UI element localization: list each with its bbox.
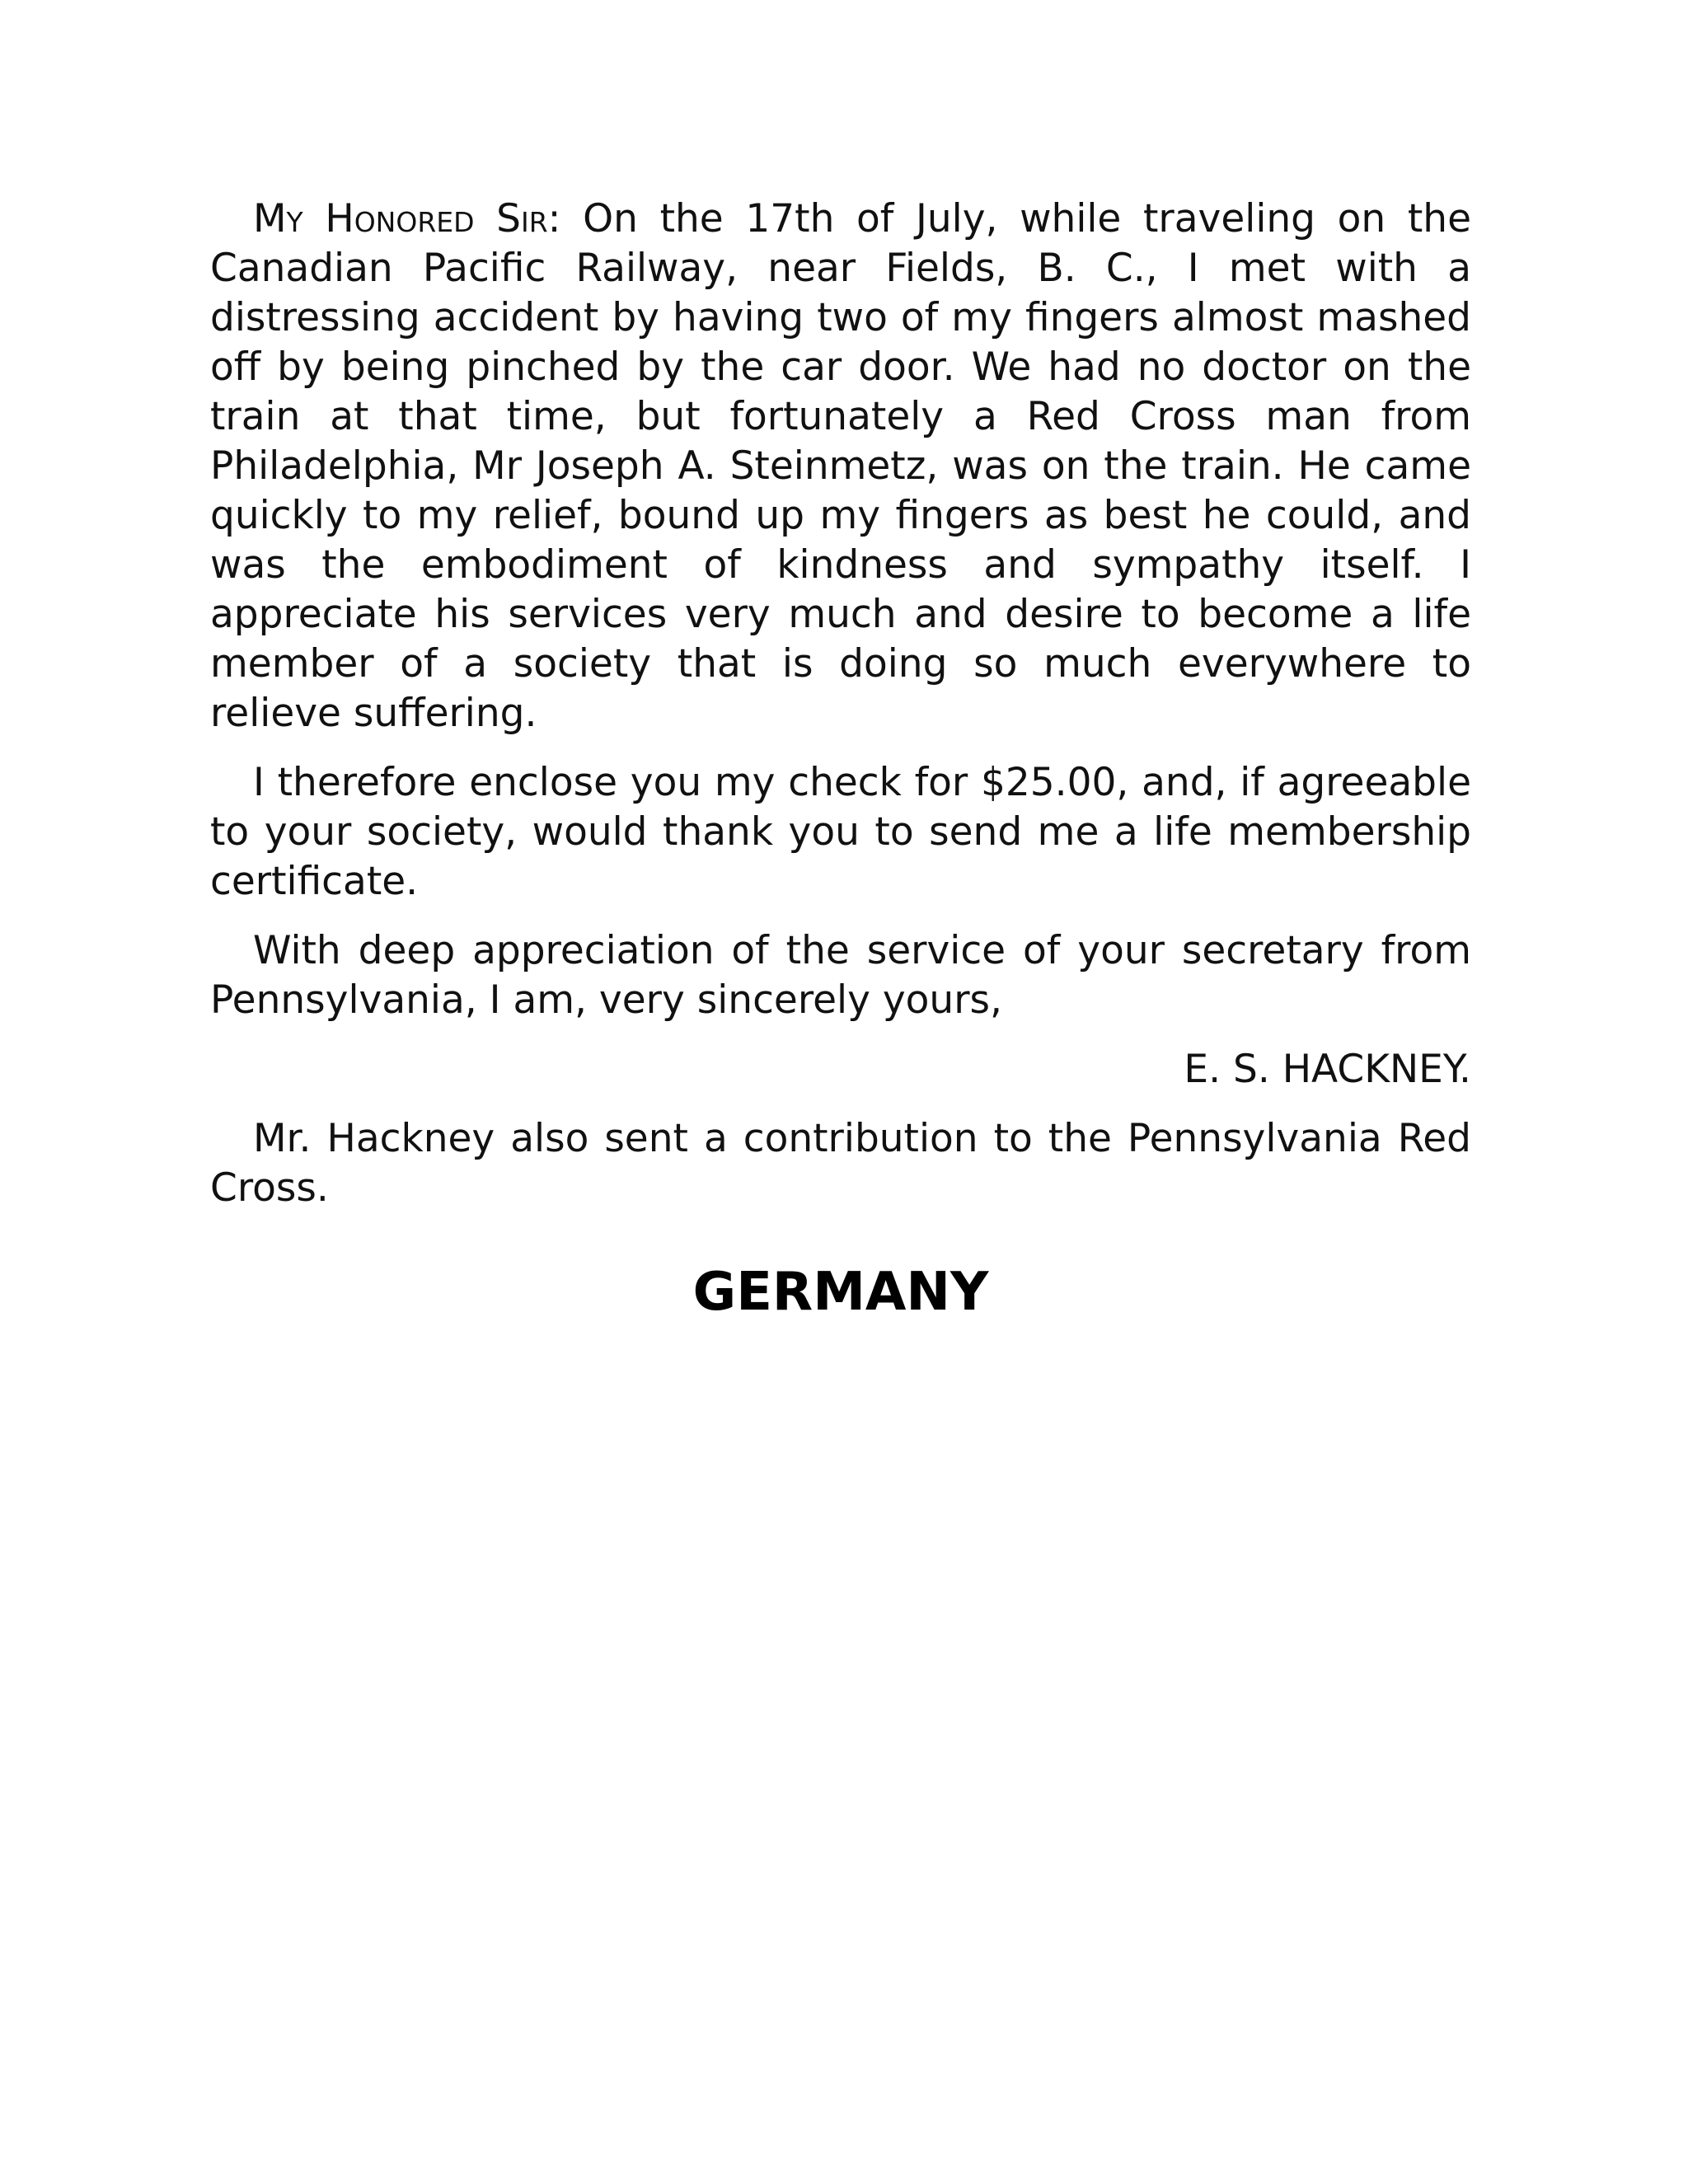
letter-paragraph-1 (210, 194, 1471, 738)
document-page (210, 194, 1471, 1325)
section-heading: GERMANY (692, 1262, 989, 1323)
letter-opening-body: : On the 17th of July, while traveling on the Canadian Pacific Railway, near Fields, B. C., I met with a distressing accident by having two of my fingers almost mashed off by being pinched by the car door. We had no doctor on the train at that time, but fortunately a Red Cross man from Philadelphia, Mr Joseph A. Steinmetz, was on the train. He came quickly to my relief, bound up my fingers as best he could, and was the embodiment of kindness and sympathy itself. I appreciate his services very much and desire to become a life member of a society that is doing so much everywhere to relieve suffering. (210, 196, 1471, 736)
contribution-note: Mr. Hackney also sent a contribution to the Pennsylvania Red Cross. (210, 1116, 1471, 1211)
letter-paragraph-3: With deep appreciation of the service of your secretary from Pennsylvania, I am, very sincerely yours, (210, 928, 1471, 1023)
letter-salutation: My Honored Sir (253, 196, 548, 241)
letter-signature: E. S. HACKNEY. (1184, 1047, 1471, 1092)
letter-paragraph-2: I therefore enclose you my check for $25.00, and, if agreeable to your society, would thank you to send me a life membership certificate. (210, 760, 1471, 904)
